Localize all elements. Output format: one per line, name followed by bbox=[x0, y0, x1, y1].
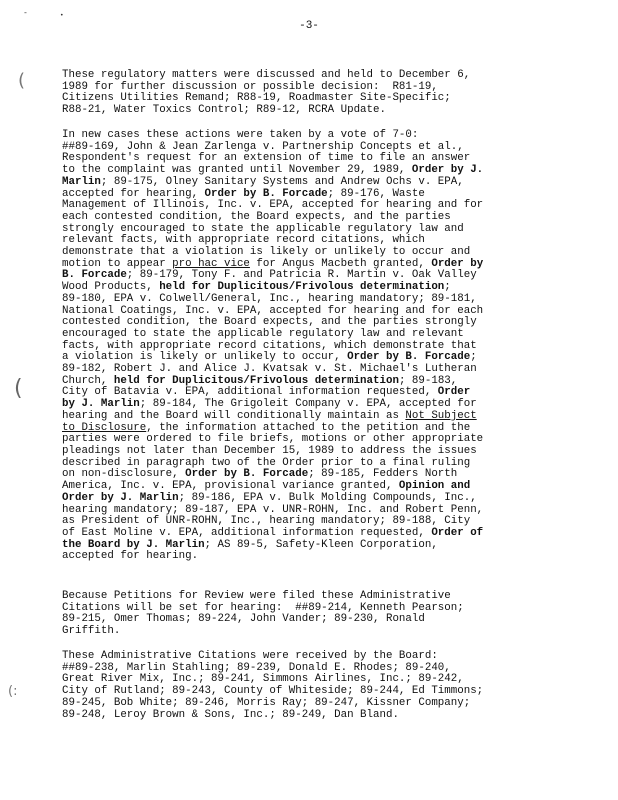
text-run: ; 89-186, EPA v. Bulk Molding Compounds, Inc., bbox=[178, 491, 477, 504]
text-run: City of Rutland; 89-243, County of Whiteside; 89-244, Ed Timmons; bbox=[62, 685, 484, 698]
text-run: City of Batavia v. EPA, additional information requested, bbox=[62, 386, 438, 399]
text-line bbox=[62, 709, 399, 721]
text-line bbox=[62, 550, 198, 562]
text-line bbox=[62, 457, 470, 469]
scan-mark: ( bbox=[18, 70, 26, 91]
text-run: to the complaint was granted until November 29, 1989, bbox=[62, 164, 412, 177]
text-run: Management of Illinois, Inc. v. EPA, accepted for hearing and for bbox=[62, 199, 484, 212]
text-run: ; 89-185, Fedders North bbox=[308, 468, 458, 481]
scan-mark: (: bbox=[8, 684, 18, 699]
text-run: ; 89-175, Olney Sanitary Systems and Andrew Ochs v. EPA, bbox=[100, 175, 464, 188]
text-run: a violation is likely or unlikely to occur, bbox=[62, 351, 348, 364]
text-run: ##89-169, John & Jean Zarlenga v. Partnership Concepts et al., bbox=[62, 140, 464, 153]
text-line bbox=[62, 81, 438, 93]
text-line bbox=[62, 625, 120, 637]
text-run: These Administrative Citations were received by the Board: bbox=[62, 650, 438, 662]
text-run: motion to appear bbox=[62, 257, 173, 270]
text-run: In new cases these actions were taken by a vote of 7-0: bbox=[62, 129, 419, 141]
text-line bbox=[62, 316, 477, 328]
text-line bbox=[62, 199, 483, 211]
text-run: , the information attached to the petition and the bbox=[146, 421, 471, 434]
text-run: relevant facts, with appropriate record citations, which bbox=[62, 234, 425, 247]
text-line bbox=[62, 492, 477, 504]
bold-text-run: B. Forcade bbox=[62, 269, 127, 282]
text-run: facts, with appropriate record citations, which demonstrate that bbox=[62, 339, 477, 352]
text-run: ; bbox=[444, 281, 451, 294]
text-line bbox=[62, 602, 464, 614]
text-line bbox=[62, 351, 477, 363]
bold-text-run: held for Duplicitous/Frivolous determination bbox=[159, 281, 445, 294]
text-line bbox=[62, 515, 470, 527]
text-line bbox=[62, 223, 464, 235]
text-line bbox=[62, 141, 464, 153]
bold-text-run: Opinion and bbox=[398, 480, 471, 493]
paragraph-petitions-for-review bbox=[62, 591, 567, 638]
bold-text-run: Order by bbox=[431, 257, 484, 270]
text-line bbox=[62, 176, 464, 188]
text-run: Citations will be set for hearing: ##89-214, Kenneth Pearson; bbox=[62, 601, 464, 614]
text-line bbox=[62, 697, 470, 709]
text-run: hearing mandatory; 89-187, EPA v. UNR-ROHN, Inc. and Robert Penn, bbox=[62, 503, 484, 516]
text-run: parties were ordered to file briefs, motions or other appropriate bbox=[62, 433, 484, 446]
text-line bbox=[62, 258, 483, 270]
paragraph-held-matters bbox=[62, 70, 567, 117]
bold-text-run: held for Duplicitous/Frivolous determination bbox=[113, 374, 399, 387]
text-run: National Coatings, Inc. v. EPA, accepted for hearing and for each bbox=[62, 304, 484, 317]
bold-text-run: the Board by J. Marlin bbox=[62, 538, 205, 551]
text-line bbox=[62, 188, 425, 200]
text-line bbox=[62, 129, 418, 141]
text-run: R88-21, Water Toxics Control; R89-12, RCRA Update. bbox=[62, 104, 386, 117]
text-run: ; 89-179, Tony F. and Patricia R. Martin v. Oak Valley bbox=[126, 269, 477, 282]
text-run: Church, bbox=[62, 374, 114, 387]
text-run: each contested condition, the Board expects, and the parties bbox=[62, 210, 451, 223]
text-line bbox=[62, 340, 477, 352]
text-line bbox=[62, 281, 451, 293]
text-line bbox=[62, 234, 425, 246]
text-run: Great River Mix, Inc.; 89-241, Simmons Airlines, Inc.; 89-242, bbox=[62, 673, 464, 686]
text-line bbox=[62, 422, 470, 434]
underlined-text-run: to Disclosure bbox=[62, 421, 147, 434]
text-line bbox=[62, 363, 477, 375]
text-line bbox=[62, 152, 470, 164]
bold-text-run: Order by B. Forcade bbox=[347, 351, 471, 364]
text-line bbox=[62, 269, 477, 281]
text-run: ; bbox=[470, 351, 477, 364]
underlined-text-run: pro hac vice bbox=[172, 257, 250, 270]
text-run: Respondent's request for an extension of time to file an answer bbox=[62, 152, 471, 165]
text-line bbox=[62, 613, 425, 625]
text-line bbox=[62, 673, 464, 685]
text-run: ; 89-183, bbox=[398, 374, 458, 387]
text-run: ; 89-184, The Grigoleit Company v. EPA, accepted for bbox=[139, 398, 477, 411]
scan-mark: • bbox=[60, 12, 64, 19]
text-run: encouraged to state the applicable regulatory law and relevant bbox=[62, 327, 464, 340]
text-run: strongly encouraged to state the applicable regulatory law and bbox=[62, 222, 464, 235]
bold-text-run: Order by J. Marlin bbox=[62, 491, 179, 504]
bold-text-run: Order by J. bbox=[411, 164, 484, 177]
text-line bbox=[62, 104, 386, 116]
text-run: 89-180, EPA v. Colwell/General, Inc., hearing mandatory; 89-181, bbox=[62, 292, 477, 305]
text-run: Because Petitions for Review were filed these Administrative bbox=[62, 590, 451, 602]
text-run: 89-215, Omer Thomas; 89-224, John Vander; 89-230, Ronald bbox=[62, 613, 425, 626]
text-line bbox=[62, 468, 457, 480]
text-line bbox=[62, 69, 470, 81]
text-run: 89-248, Leroy Brown & Sons, Inc.; 89-249, Dan Bland. bbox=[62, 708, 399, 721]
text-run: America, Inc. v. EPA, provisional variance granted, bbox=[62, 480, 399, 493]
underlined-text-run: Not Subject bbox=[405, 409, 477, 422]
bold-text-run: Marlin bbox=[62, 175, 101, 188]
text-run: as President of UNR-ROHN, Inc., hearing mandatory; 89-188, City bbox=[62, 515, 471, 528]
text-run: 89-182, Robert J. and Alice J. Kvatsak v. St. Michael's Lutheran bbox=[62, 363, 477, 376]
text-line bbox=[62, 328, 464, 340]
text-run: of East Moline v. EPA, additional information requested, bbox=[62, 526, 432, 539]
text-run: ##89-238, Marlin Stahling; 89-239, Donald E. Rhodes; 89-240, bbox=[62, 661, 451, 674]
paragraph-new-cases bbox=[62, 130, 567, 563]
text-line bbox=[62, 527, 483, 539]
text-run: accepted for hearing. bbox=[62, 550, 199, 563]
bold-text-run: Order bbox=[437, 386, 471, 399]
text-run: accepted for hearing, bbox=[62, 187, 205, 200]
text-line bbox=[62, 246, 470, 258]
bold-text-run: Order of bbox=[431, 526, 484, 539]
text-line bbox=[62, 445, 477, 457]
text-run: 1989 for further discussion or possible decision: R81-19, bbox=[62, 80, 438, 93]
text-line bbox=[62, 386, 470, 398]
scan-mark: ( bbox=[14, 376, 23, 401]
text-line bbox=[62, 685, 483, 697]
text-line bbox=[62, 480, 470, 492]
text-line bbox=[62, 211, 451, 223]
text-run: Griffith. bbox=[62, 625, 121, 638]
text-run: Citizens Utilities Remand; R88-19, Roadmaster Site-Specific; bbox=[62, 92, 451, 105]
text-run: ; 89-176, Waste bbox=[327, 187, 425, 200]
text-line bbox=[62, 433, 483, 445]
text-run: for Angus Macbeth granted, bbox=[249, 257, 432, 270]
text-line bbox=[62, 398, 477, 410]
paragraph-citations-received bbox=[62, 651, 567, 721]
bold-text-run: Order by B. Forcade bbox=[204, 187, 328, 200]
text-line bbox=[62, 92, 451, 104]
scan-mark: - bbox=[24, 8, 27, 17]
text-line bbox=[62, 539, 438, 551]
text-line bbox=[62, 410, 477, 422]
text-line bbox=[62, 590, 451, 602]
text-run: These regulatory matters were discussed and held to December 6, bbox=[62, 69, 471, 81]
text-line bbox=[62, 662, 451, 674]
page-number: -3- bbox=[299, 20, 319, 32]
text-run: demonstrate that a violation is likely or unlikely to occur and bbox=[62, 246, 471, 259]
text-line bbox=[62, 504, 483, 516]
text-run: Wood Products, bbox=[62, 281, 160, 294]
text-run: described in paragraph two of the Order prior to a final ruling bbox=[62, 456, 471, 469]
text-line bbox=[62, 650, 438, 662]
text-line bbox=[62, 305, 483, 317]
text-run: 89-245, Bob White; 89-246, Morris Ray; 89-247, Kissner Company; bbox=[62, 696, 471, 709]
bold-text-run: Order by B. Forcade bbox=[185, 468, 309, 481]
text-line bbox=[62, 164, 483, 176]
bold-text-run: by J. Marlin bbox=[62, 398, 140, 411]
text-line bbox=[62, 375, 457, 387]
text-run: hearing and the Board will conditionally maintain as bbox=[62, 409, 406, 422]
text-run: ; AS 89-5, Safety-Kleen Corporation, bbox=[204, 538, 438, 551]
text-run: pleadings not later than December 15, 1989 to address the issues bbox=[62, 444, 477, 457]
text-run: contested condition, the Board expects, and the parties strongly bbox=[62, 316, 477, 329]
text-run: on non-disclosure, bbox=[62, 468, 186, 481]
text-line bbox=[62, 293, 477, 305]
